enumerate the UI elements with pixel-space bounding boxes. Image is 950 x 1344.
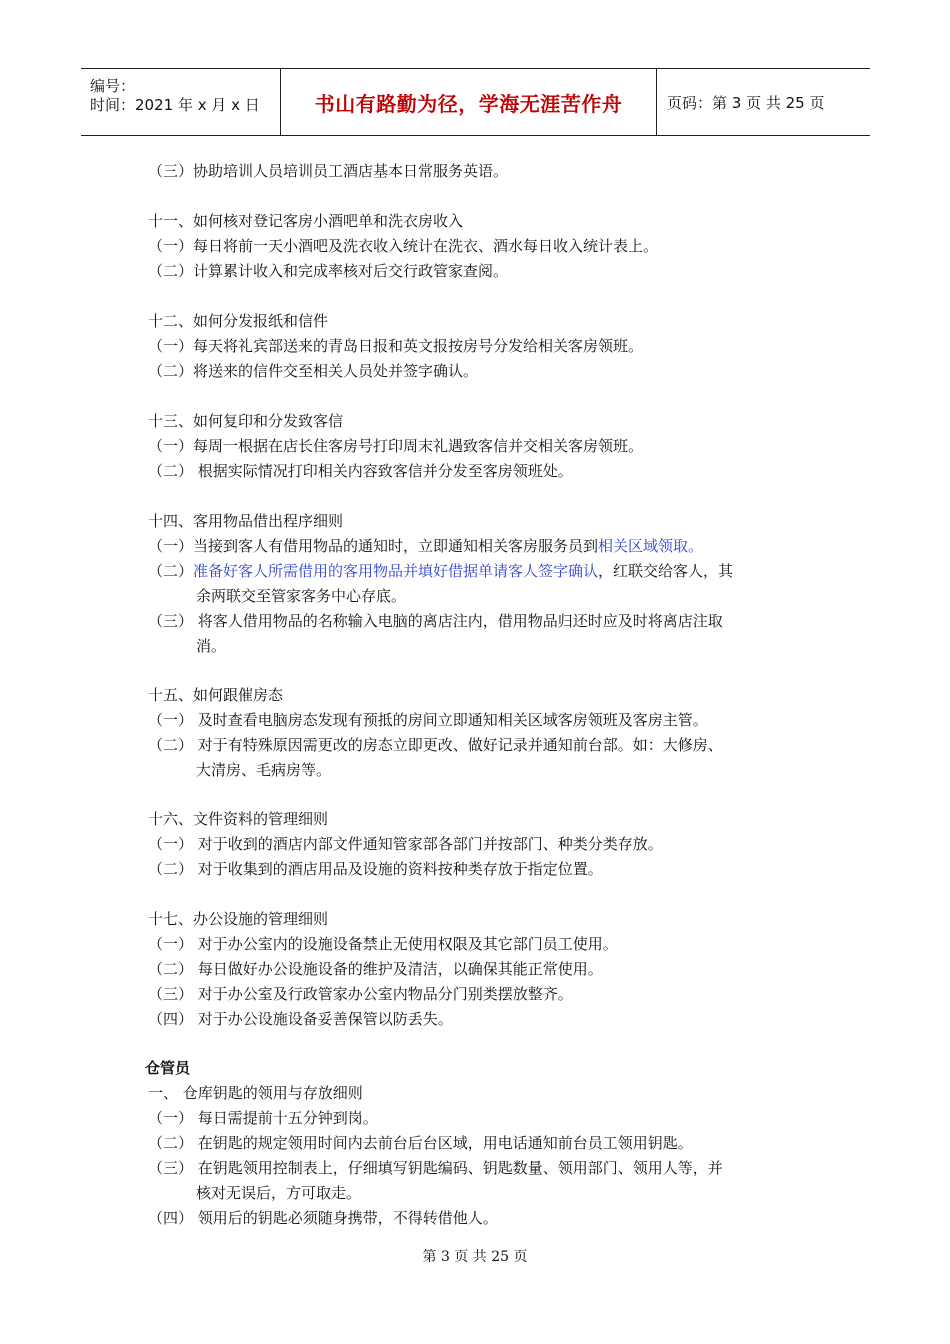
list-item: （四） 对于办公设施设备妥善保管以防丢失。 — [148, 1010, 453, 1028]
list-item: （三） 在钥匙领用控制表上，仔细填写钥匙编码、钥匙数量、领用部门、领用人等，并 — [148, 1159, 723, 1177]
list-item: （三） 对于办公室及行政管家办公室内物品分门别类摆放整齐。 — [148, 985, 573, 1003]
document-number-label: 编号： — [90, 77, 136, 95]
list-item: （二） 在钥匙的规定领用时间内去前台后台区域，用电话通知前台员工领用钥匙。 — [148, 1134, 693, 1152]
list-item: （二）将送来的信件交至相关人员处并签字确认。 — [148, 362, 479, 380]
section-heading: 十三、如何复印和分发致客信 — [148, 412, 344, 430]
header-motto-cell — [281, 69, 657, 135]
section-heading: 十四、客用物品借出程序细则 — [148, 512, 344, 530]
section-heading: 十六、文件资料的管理细则 — [148, 810, 329, 828]
list-item-text: ，红联交给客人，其 — [598, 562, 734, 580]
list-item: （三）协助培训人员培训员工酒店基本日常服务英语。 — [148, 162, 509, 180]
list-item: （二） 对于有特殊原因需更改的房态立即更改、做好记录并通知前台部。如：大修房、 — [148, 736, 723, 754]
section-heading: 十七、办公设施的管理细则 — [148, 910, 329, 928]
list-item: （三） 将客人借用物品的名称输入电脑的离店注内，借用物品归还时应及时将离店注取 — [148, 612, 723, 630]
header-info-cell — [81, 69, 281, 135]
list-item-continuation: 大清房、毛病房等。 — [196, 761, 332, 779]
list-item-highlight: 准备好客人所需借用的客用物品并填好借据单请客人签字确认 — [193, 562, 599, 580]
list-item: （一） 每日需提前十五分钟到岗。 — [148, 1109, 378, 1127]
list-item: （二） 每日做好办公设施设备的维护及清洁，以确保其能正常使用。 — [148, 960, 603, 978]
section-heading: 十二、如何分发报纸和信件 — [148, 312, 329, 330]
role-heading: 仓管员 — [145, 1059, 191, 1077]
list-item: （四） 领用后的钥匙必须随身携带，不得转借他人。 — [148, 1209, 498, 1227]
header-motto: 书山有路勤为径，学海无涯苦作舟 — [314, 91, 623, 116]
list-item: （一） 及时查看电脑房态发现有预抵的房间立即通知相关区域客房领班及客房主管。 — [148, 711, 708, 729]
header-page-info: 页码：第 3 页 共 25 页 — [667, 93, 825, 112]
section-heading: 十五、如何跟催房态 — [148, 686, 284, 704]
list-item: （一） 对于收到的酒店内部文件通知管家部各部门并按部门、种类分类存放。 — [148, 835, 663, 853]
list-item: （一）每日将前一天小酒吧及洗衣收入统计在洗衣、酒水每日收入统计表上。 — [148, 237, 659, 255]
list-item: （一）每天将礼宾部送来的青岛日报和英文报按房号分发给相关客房领班。 — [148, 337, 644, 355]
list-item-number: （二） — [148, 562, 194, 580]
document-time-label: 时间：2021 年 x 月 x 日 — [90, 96, 260, 114]
list-item-continuation: 核对无误后，方可取走。 — [196, 1184, 362, 1202]
header-page-cell — [657, 69, 870, 135]
page-footer: 第 3 页 共 25 页 — [422, 1249, 528, 1265]
list-item-continuation: 消。 — [196, 637, 227, 655]
list-item-text: （一）当接到客人有借用物品的通知时，立即通知相关客房服务员到 — [148, 537, 599, 555]
section-heading: 一、 仓库钥匙的领用与存放细则 — [148, 1084, 363, 1102]
list-item-continuation: 余两联交至管家客务中心存底。 — [196, 587, 407, 605]
list-item: （二）计算累计收入和完成率核对后交行政管家查阅。 — [148, 262, 509, 280]
page-header — [81, 68, 870, 136]
list-item: （二） 对于收集到的酒店用品及设施的资料按种类存放于指定位置。 — [148, 860, 603, 878]
list-item: （一） 对于办公室内的设施设备禁止无使用权限及其它部门员工使用。 — [148, 935, 618, 953]
list-item — [148, 536, 703, 556]
section-heading: 十一、如何核对登记客房小酒吧单和洗衣房收入 — [148, 212, 464, 230]
list-item-highlight: 相关区域领取。 — [598, 537, 704, 555]
list-item: （一）每周一根据在店长住客房号打印周末礼遇致客信并交相关客房领班。 — [148, 437, 644, 455]
list-item: （二） 根据实际情况打印相关内容致客信并分发至客房领班处。 — [148, 462, 573, 480]
list-item — [148, 561, 733, 581]
